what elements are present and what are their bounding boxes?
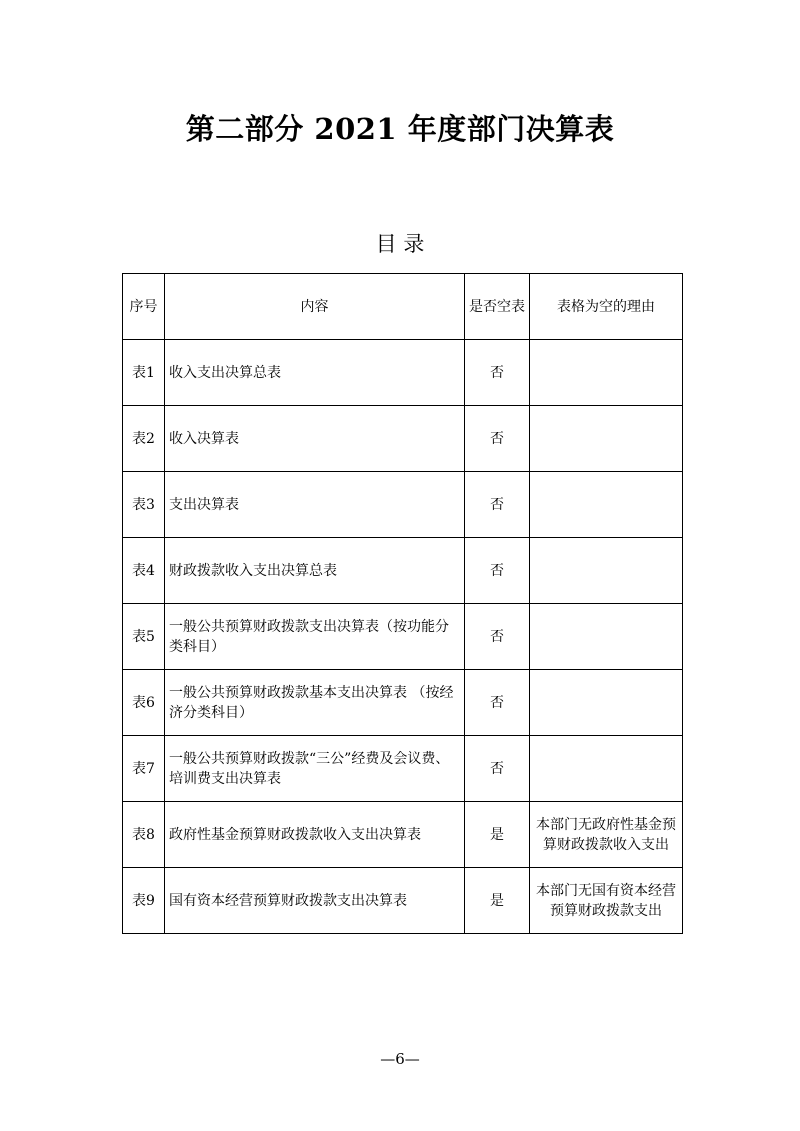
table-row [123,538,683,604]
table-row [123,340,683,406]
row-content: 财政拨款收入支出决算总表 [165,538,465,604]
row-is-empty: 否 [465,538,530,604]
page-title: 第二部分 2021 年度部门决算表 [185,112,615,146]
row-number: 表8 [123,802,165,868]
row-number: 表1 [123,340,165,406]
row-is-empty: 否 [465,604,530,670]
row-reason [530,472,683,538]
row-is-empty: 是 [465,802,530,868]
row-number: 表5 [123,604,165,670]
row-number: 表4 [123,538,165,604]
row-content: 支出决算表 [165,472,465,538]
page-number: —6— [380,1050,420,1068]
row-reason: 本部门无政府性基金预算财政拨款收入支出 [530,802,683,868]
row-number: 表2 [123,406,165,472]
row-is-empty: 否 [465,670,530,736]
row-reason [530,670,683,736]
row-is-empty: 是 [465,868,530,934]
table-row [123,868,683,934]
row-content: 一般公共预算财政拨款“三公”经费及会议费、培训费支出决算表 [165,736,465,802]
header-no: 序号 [123,274,165,340]
toc-heading: 目 录 [375,232,425,256]
table-row [123,604,683,670]
row-number: 表9 [123,868,165,934]
row-is-empty: 否 [465,736,530,802]
table-row [123,670,683,736]
row-content: 一般公共预算财政拨款基本支出决算表 （按经济分类科目） [165,670,465,736]
header-row [123,274,683,340]
row-content: 政府性基金预算财政拨款收入支出决算表 [165,802,465,868]
row-content: 收入支出决算总表 [165,340,465,406]
row-is-empty: 否 [465,340,530,406]
row-reason [530,406,683,472]
row-content: 一般公共预算财政拨款支出决算表（按功能分类科目） [165,604,465,670]
row-reason [530,538,683,604]
table-row [123,802,683,868]
row-number: 表3 [123,472,165,538]
row-content: 收入决算表 [165,406,465,472]
table-row [123,406,683,472]
row-reason [530,340,683,406]
row-is-empty: 否 [465,406,530,472]
row-reason [530,736,683,802]
table-row [123,472,683,538]
row-reason: 本部门无国有资本经营预算财政拨款支出 [530,868,683,934]
row-reason [530,604,683,670]
row-is-empty: 否 [465,472,530,538]
header-reason: 表格为空的理由 [530,274,683,340]
header-content: 内容 [165,274,465,340]
header-is-empty: 是否空表 [465,274,530,340]
toc-table [122,273,683,934]
row-number: 表7 [123,736,165,802]
table-row [123,736,683,802]
row-number: 表6 [123,670,165,736]
row-content: 国有资本经营预算财政拨款支出决算表 [165,868,465,934]
